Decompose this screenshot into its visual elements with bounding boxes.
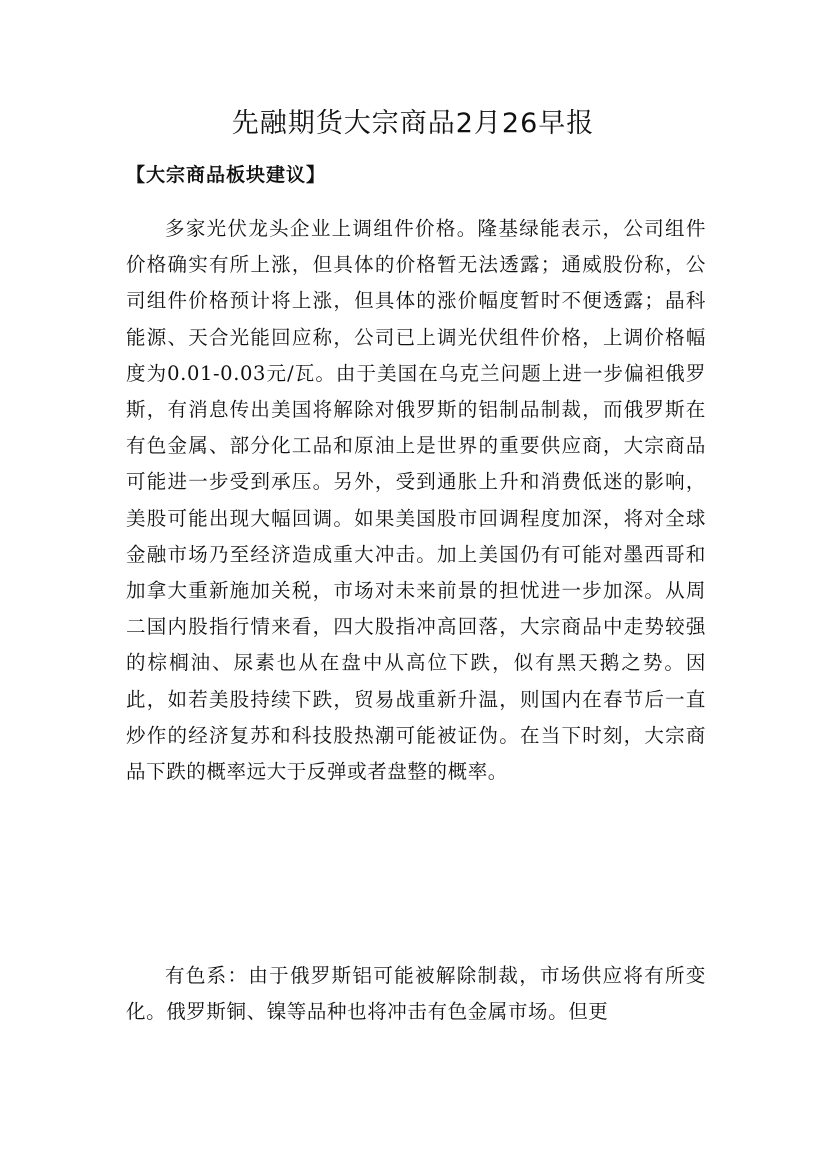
document-title: 先融期货大宗商品2月26早报 (231, 108, 595, 139)
body-paragraph: 多家光伏龙头企业上调组件价格。隆基绿能表示，公司组件价格确实有所上涨，但具体的价格暂无法透露；通威股份称，公司组件价格预计将上涨，但具体的涨价幅度暂时不便透露；晶科能源、天合光能回应称，公司已上调光伏组件价格，上调价格幅度为0.01-0.03元/瓦。由于美国在乌克兰问题上进一步偏袒俄罗斯，有消息传出美国将解除对俄罗斯的铝制品制裁，而俄罗斯在有色金属、部分化工品和原油上是世界的重要供应商，大宗商品可能进一步受到承压。另外，受到通胀上升和消费低迷的影响，美股可能出现大幅回调。如果美国股市回调程度加深，将对全球金融市场乃至经济造成重大冲击。加上美国仍有可能对墨西哥和加拿大重新施加关税，市场对未来前景的担忧进一步加深。从周二国内股指行情来看，四大股指冲高回落，大宗商品中走势较强的棕榈油、尿素也从在盘中从高位下跌，似有黑天鹅之势。因此，如若美股持续下跌，贸易战重新升温，则国内在春节后一直炒作的经济复苏和科技股热潮可能被证伪。在当下时刻，大宗商品下跌的概率远大于反弹或者盘整的概率。 (126, 217, 706, 784)
body-paragraph: 有色系：由于俄罗斯铝可能被解除制裁，市场供应将有所变化。俄罗斯铜、镍等品种也将冲击有色金属市场。但更 (126, 964, 706, 1024)
section-heading: 【大宗商品板块建议】 (126, 164, 327, 186)
